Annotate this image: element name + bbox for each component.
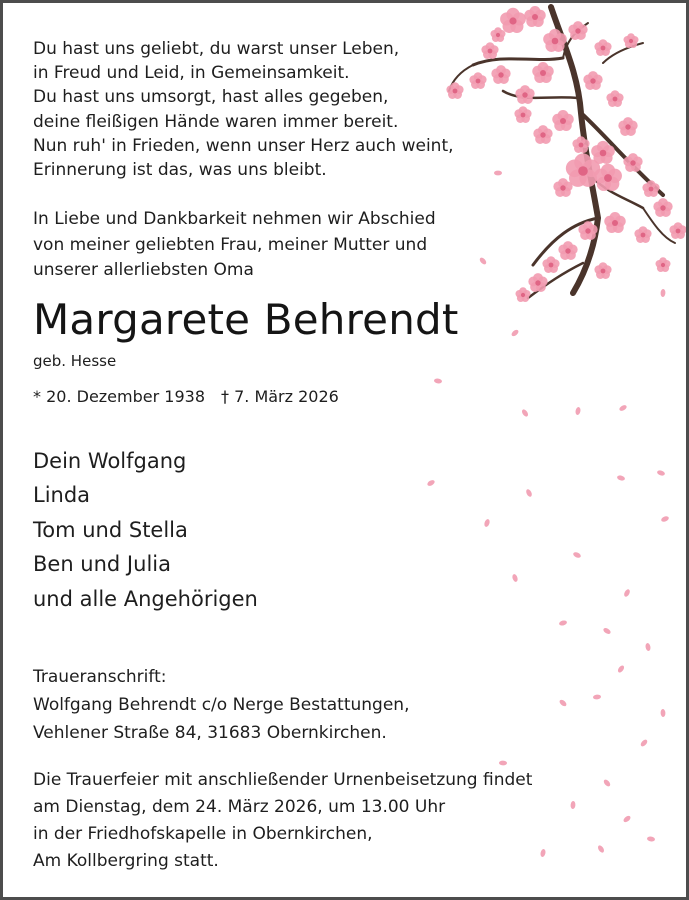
blossom-flower bbox=[532, 62, 553, 83]
falling-petal bbox=[499, 761, 507, 766]
blossom-flower bbox=[543, 29, 567, 52]
mourner-name: Ben und Julia bbox=[33, 552, 171, 577]
falling-petal bbox=[479, 256, 488, 265]
blossom-flower bbox=[552, 110, 573, 131]
blossom-flower bbox=[604, 212, 625, 233]
birth-date: * 20. Dezember 1938 bbox=[33, 387, 205, 406]
blossom-flower bbox=[491, 65, 510, 84]
blossom-flower bbox=[578, 221, 597, 240]
falling-petal bbox=[603, 778, 612, 787]
blossom-flower bbox=[558, 241, 577, 260]
falling-petal bbox=[622, 815, 631, 824]
service-line: am Dienstag, dem 24. März 2026, um 13.00 Uhr bbox=[33, 797, 446, 817]
blossom-flower bbox=[623, 153, 642, 172]
mourning-address bbox=[33, 663, 409, 747]
poem-line: in Freud und Leid, in Gemeinsamkeit. bbox=[33, 63, 350, 84]
blossom-flower bbox=[669, 222, 686, 239]
blossom-flower bbox=[655, 257, 670, 272]
poem-line: deine fleißigen Hände waren immer bereit. bbox=[33, 111, 399, 132]
falling-petal bbox=[521, 408, 530, 417]
falling-petal bbox=[593, 694, 602, 700]
falling-petal bbox=[616, 475, 625, 482]
falling-petal bbox=[660, 289, 665, 297]
maiden-name: geb. Hesse bbox=[33, 352, 117, 370]
blossom-flower bbox=[642, 180, 659, 197]
falling-petal bbox=[617, 664, 626, 673]
falling-petal bbox=[559, 620, 568, 627]
blossom-flower bbox=[566, 153, 600, 187]
falling-petal bbox=[510, 329, 519, 338]
deceased-name: Margarete Behrendt bbox=[33, 295, 459, 344]
poem-line: Du hast uns umsorgt, hast alles gegeben, bbox=[33, 87, 389, 108]
mourner-name: und alle Angehörigen bbox=[33, 586, 258, 611]
blossom-flower bbox=[572, 136, 589, 153]
falling-petal bbox=[558, 699, 567, 708]
blossom-flower bbox=[515, 85, 534, 104]
falling-petal bbox=[623, 588, 631, 597]
blossom-flower bbox=[533, 125, 552, 144]
blossom-flower bbox=[515, 287, 530, 302]
mourner-name: Dein Wolfgang bbox=[33, 449, 187, 473]
blossom-flower bbox=[500, 8, 526, 33]
blossom-flower bbox=[568, 21, 587, 40]
falling-petal bbox=[540, 849, 546, 858]
poem-line: Erinnerung ist das, was uns bleibt. bbox=[33, 160, 327, 181]
blossom-flower bbox=[594, 39, 611, 56]
falling-petal bbox=[426, 479, 435, 487]
blossom-flower bbox=[623, 33, 638, 48]
service-line: Die Trauerfeier mit anschließender Urnenbeisetzung findet bbox=[33, 770, 533, 790]
farewell-intro bbox=[33, 207, 436, 284]
address-heading: Traueranschrift: bbox=[33, 667, 167, 687]
falling-petal bbox=[602, 627, 611, 635]
service-line: Am Kollbergring statt. bbox=[33, 851, 219, 871]
falling-petal bbox=[618, 404, 627, 412]
blossom-flower bbox=[469, 72, 486, 89]
address-line: Wolfgang Behrendt c/o Nerge Bestattungen, bbox=[33, 695, 410, 715]
falling-petal bbox=[572, 551, 581, 559]
poem-line: Du hast uns geliebt, du warst unser Leben, bbox=[33, 39, 400, 59]
blossom-flower bbox=[618, 117, 637, 136]
falling-petal bbox=[660, 709, 665, 717]
falling-petal bbox=[525, 488, 533, 497]
memorial-poem bbox=[33, 37, 454, 182]
blossom-flower bbox=[594, 262, 611, 279]
falling-petal bbox=[575, 407, 581, 416]
falling-petals bbox=[426, 171, 669, 858]
falling-petal bbox=[639, 738, 648, 747]
falling-petal bbox=[645, 643, 651, 652]
blossom-flower bbox=[490, 27, 505, 42]
funeral-service-info bbox=[33, 767, 532, 875]
blossom-flower bbox=[514, 106, 531, 123]
falling-petal bbox=[494, 171, 502, 176]
blossom-flower bbox=[553, 178, 572, 197]
falling-petal bbox=[597, 844, 605, 853]
life-dates bbox=[33, 386, 339, 408]
falling-petal bbox=[656, 470, 665, 477]
poem-line: Nun ruh' in Frieden, wenn unser Herz auch weint, bbox=[33, 135, 454, 156]
falling-petal bbox=[570, 801, 575, 809]
intro-line: von meiner geliebten Frau, meiner Mutter und bbox=[33, 234, 428, 255]
blossom-flower bbox=[481, 42, 498, 59]
blossom-flower bbox=[542, 256, 559, 273]
mourners-list bbox=[33, 444, 258, 616]
mourner-name: Linda bbox=[33, 483, 91, 508]
mourner-name: Tom und Stella bbox=[33, 517, 188, 542]
falling-petal bbox=[660, 515, 669, 523]
service-line: in der Friedhofskapelle in Obernkirchen, bbox=[33, 824, 373, 844]
intro-line: In Liebe und Dankbarkeit nehmen wir Abschied bbox=[33, 209, 436, 229]
falling-petal bbox=[511, 573, 518, 582]
blossom-flower bbox=[583, 71, 602, 90]
blossom-flower bbox=[528, 273, 547, 292]
falling-petal bbox=[647, 836, 656, 842]
blossom-flower bbox=[591, 141, 615, 164]
blossom-flower bbox=[524, 6, 545, 27]
intro-line: unserer allerliebsten Oma bbox=[33, 260, 254, 280]
address-line: Vehlener Straße 84, 31683 Obernkirchen. bbox=[33, 723, 387, 743]
blossom-flower bbox=[594, 164, 622, 191]
falling-petal bbox=[434, 378, 443, 384]
death-date: † 7. März 2026 bbox=[221, 387, 339, 406]
falling-petal bbox=[483, 518, 490, 527]
blossoms bbox=[446, 6, 686, 302]
blossom-flower bbox=[653, 198, 672, 217]
blossom-flower bbox=[606, 90, 623, 107]
blossom-flower bbox=[634, 226, 651, 243]
branch bbox=[449, 7, 675, 298]
